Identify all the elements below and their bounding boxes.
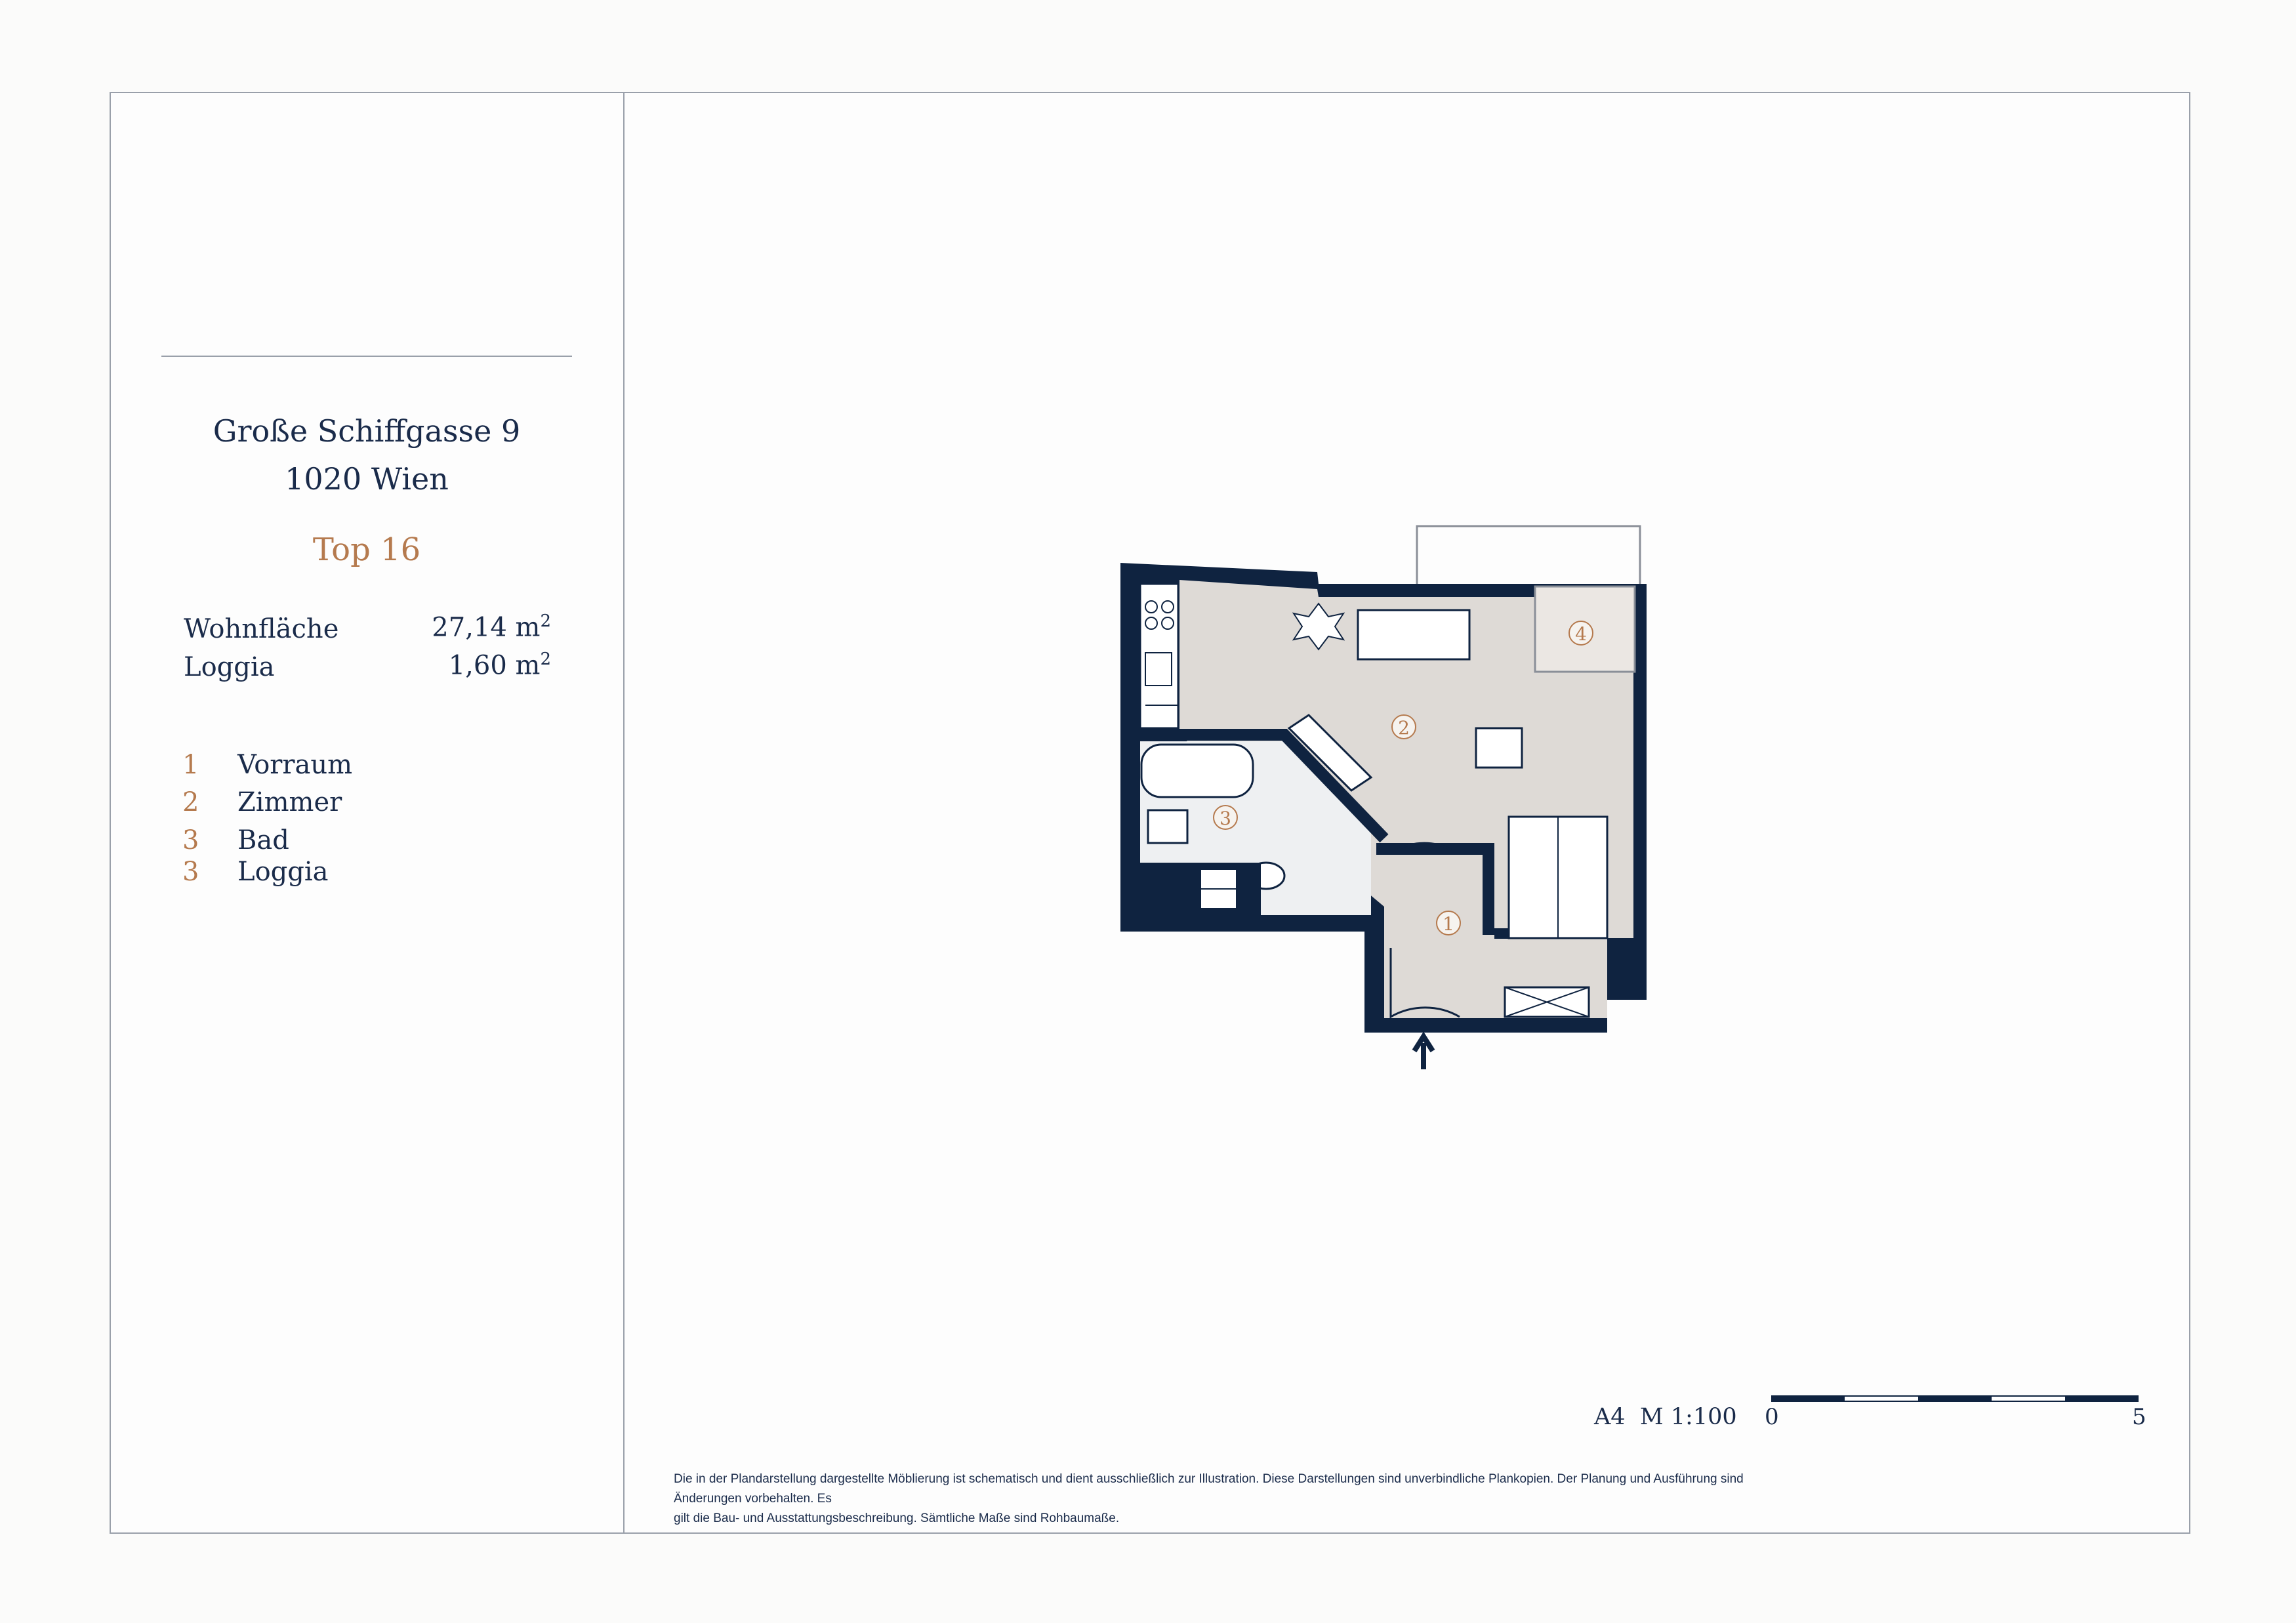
svg-text:4: 4: [1575, 623, 1587, 645]
area-label-living: Wohnfläche: [184, 614, 339, 644]
room-name: Bad: [237, 825, 289, 855]
bathtub: [1141, 745, 1253, 797]
room-name: Loggia: [237, 857, 329, 887]
svg-text:3: 3: [1220, 808, 1231, 829]
panel-divider: [623, 92, 625, 1534]
room-number: 3: [182, 857, 199, 887]
plan-marker-1: [1437, 911, 1460, 935]
vorraum-wall-right: [1483, 843, 1494, 935]
plan-marker-3: [1214, 806, 1237, 829]
svg-text:2: 2: [1398, 717, 1410, 739]
scale-bar: [1771, 1395, 2139, 1402]
scale-start: 0: [1765, 1404, 1779, 1430]
plan-marker-4: [1569, 621, 1593, 645]
scale-end: 5: [2132, 1404, 2146, 1430]
address-city: 1020 Wien: [285, 461, 449, 497]
address-street: Große Schiffgasse 9: [213, 413, 521, 449]
room-number: 3: [182, 825, 199, 855]
sofa: [1358, 610, 1469, 659]
area-value-loggia: 1,60 $m^2$: [448, 649, 551, 681]
area-value-living: 27,14 $m^2$: [432, 611, 551, 643]
sink: [1148, 810, 1187, 843]
dining-table: [1476, 728, 1522, 768]
bath-shaft: [1136, 863, 1261, 915]
scale-label: A4 M 1:100: [1594, 1404, 1737, 1430]
plan-marker-2: [1392, 715, 1416, 739]
svg-text:1: 1: [1443, 913, 1454, 935]
room-number: 2: [182, 787, 199, 817]
unit-label: Top 16: [312, 531, 421, 568]
room-name: Zimmer: [237, 787, 342, 817]
room-number: 1: [182, 750, 199, 780]
disclaimer-text: Die in der Plandarstellung dargestellte Möblierung ist schematisch und dient ausschließlich zur Illustration. Diese Darstellungen sind unverbindliche Plankopien. Der Planung und Ausführung sind Änderungen vorbehalten. Es gilt die Bau- und Ausstattungsbeschreibung. Sämtliche Maße sind Rohbaumaße.: [674, 1472, 1744, 1525]
header-rule: [161, 356, 572, 357]
floor-plan: [1109, 518, 1686, 1076]
entrance-arrow: [1414, 1037, 1433, 1069]
room-name: Vorraum: [237, 750, 353, 780]
loggia-railing: [1417, 526, 1640, 586]
area-label-loggia: Loggia: [184, 652, 275, 682]
